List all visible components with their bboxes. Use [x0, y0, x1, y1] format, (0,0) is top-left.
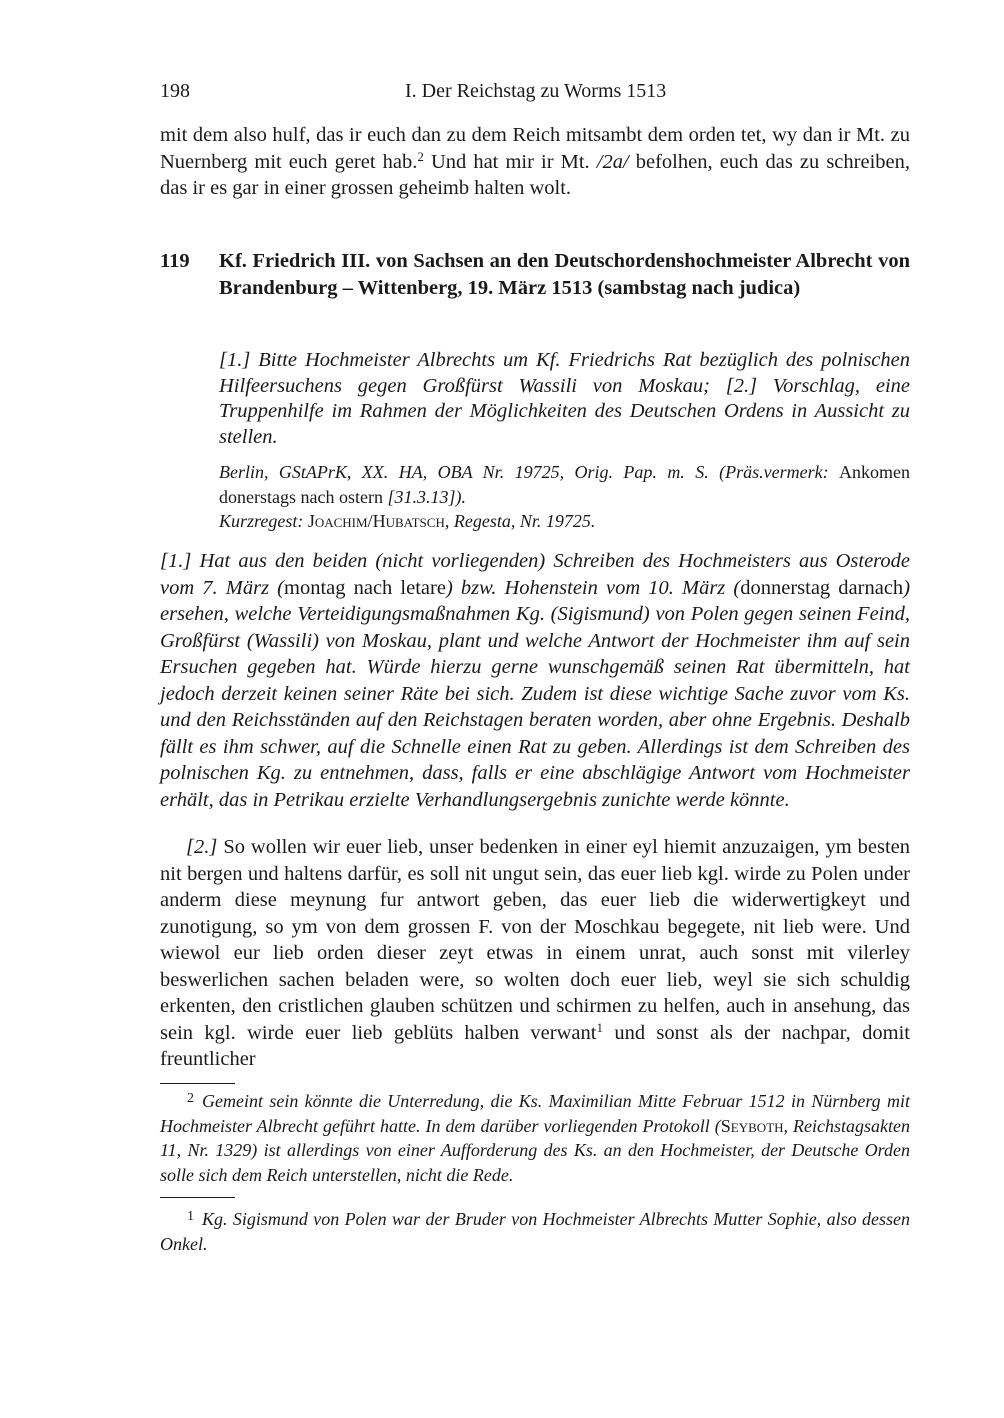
footnote-ref[interactable]: 1 — [596, 1019, 603, 1035]
folio-marker: /2a/ — [596, 150, 629, 173]
archive-reference: Berlin, GStAPrK, XX. HA, OBA Nr. 19725, Orig. Pap. m. S. (Präs.vermerk: — [219, 462, 839, 482]
footnote-divider — [160, 1083, 235, 1084]
intro-text: befolhen, euch das zu schreiben, das ir es gar in einer grossen geheimb halten wolt. — [160, 150, 910, 199]
author-name: Joachim — [307, 511, 368, 531]
body-text: und sonst als der nachpar, domit freuntlicher — [160, 1021, 910, 1070]
summary-text: ) ersehen, welche Verteidigungsmaßnahmen Kg. (Sigismund) von Polen gegen seinen Feind, Großfürst (Wassili) von Moskau, plant und welche Antwort der Hochmeister ihm auf sein Ersuchen gegeben hat. Würde hierzu gerne wunschgemäß seinen Rat übermitteln, hat jedoch derzeit keinen seiner Räte bei sich. Zudem ist diese wichtige Sache zuvor vom Ks. und den Reichsständen auf den Reichstagen beraten worden, aber ohne Ergebnis. Deshalb fällt es ihm schwer, auf die Schnelle einen Rat zu geben. Allerdings ist dem Schreiben des polnischen Kg. zu entnehmen, dass, falls er eine abschlägige Antwort vom Hochmeister erhält, das in Petrikau erzielte Verhandlungsergebnis zunichte werde könnte. — [160, 576, 911, 811]
document-number: 119 — [160, 250, 190, 272]
document-heading — [160, 248, 910, 301]
page-header — [160, 80, 910, 110]
source-note — [219, 460, 910, 534]
document-title: Kf. Friedrich III. von Sachsen an den Deutschordenshochmeister Albrecht von Brandenburg – Wittenberg, 19. März 1513 (sambstag nach judica) — [219, 250, 910, 299]
kurzregest-reference: , Regesta, Nr. 19725. — [444, 511, 596, 531]
footnote — [160, 1087, 910, 1187]
body-paragraph — [160, 834, 910, 1073]
footnote-mark: 1 — [187, 1209, 194, 1224]
page-number: 198 — [160, 80, 190, 102]
running-head: I. Der Reichstag zu Worms 1513 — [405, 80, 667, 102]
author-separator: / — [367, 511, 373, 531]
regest: [1.] Bitte Hochmeister Albrechts um Kf. Friedrichs Rat bezüglich des polnischen Hilfeersuchens gegen Großfürst Wassili von Moskau; [2.] Vorschlag, eine Truppenhilfe im Rahmen der Möglichkeiten des Deutschen Ordens in Aussicht zu stellen. — [219, 349, 910, 448]
summary-text: ) bzw. Hohenstein vom 10. März ( — [445, 576, 741, 599]
footnote-divider — [160, 1197, 235, 1198]
footnote-ref[interactable]: 2 — [417, 148, 424, 164]
quoted-date: montag nach letare — [284, 576, 446, 599]
presentation-note: Ankomen donerstags nach ostern — [219, 462, 910, 507]
footnote — [160, 1205, 910, 1256]
quoted-date: donnerstag darnach — [740, 576, 904, 599]
summary-paragraph — [160, 548, 910, 813]
author-name: Hubatsch — [372, 511, 445, 531]
intro-text: mit dem also hulf, das ir euch dan zu dem Reich mitsambt dem orden tet, wy dan ir Mt. zu Nuernberg mit euch geret hab. — [160, 124, 910, 173]
footnote-mark: 2 — [187, 1091, 194, 1106]
kurzregest-label: Kurzregest: — [219, 511, 308, 531]
summary-text: [1.] Hat aus den beiden (nicht vorliegenden) Schreiben des Hochmeisters aus Osterode vom 7. März ( — [160, 550, 910, 599]
footnote-text: , Reichstagsakten 11, Nr. 1329) ist allerdings von einer Aufforderung des Ks. an den Hochmeister, der Deutsche Orden solle sich dem Reich unterstellen, nicht die Rede. — [160, 1115, 911, 1185]
footnote-text: Kg. Sigismund von Polen war der Bruder von Hochmeister Albrechts Mutter Sophie, also dessen Onkel. — [160, 1209, 910, 1254]
intro-paragraph — [160, 122, 910, 202]
author-name: Seyboth — [720, 1115, 784, 1136]
presentation-date: [31.3.13]). — [382, 486, 466, 507]
body-text: So wollen wir euer lieb, unser bedenken in einer eyl hiemit anzuzaigen, ym besten nit bergen und haltens darfür, es soll nit ungut sein, das euer lieb kgl. wirde zu Polen under anderm diese meynung fur antwort geben, das euer lieb die widerwertigkeyt und zunotigung, so ym von dem grossen F. von der Moschkau begegete, nit lieb were. Und wiewol eur lieb orden dieser zeyt etwas in einem unrat, auch sonst mit vilerley beswerlichen sachen beladen were, so wolten doch euer lieb, weyl sie sich schuldig erkenten, den cristlichen glauben schützen und schirmen zu helfen, auch in ansehung, das sein kgl. wirde euer lieb geblüts halben verwant — [160, 836, 910, 1044]
footnote-text: Gemeint sein könnte die Unterredung, die Ks. Maximilian Mitte Februar 1512 in Nürnberg mit Hochmeister Albrecht geführt hatte. In dem darüber vorliegenden Protokoll ( — [160, 1091, 910, 1136]
section-marker: [2.] — [186, 836, 218, 858]
intro-text: Und hat mir ir Mt. — [423, 150, 597, 173]
